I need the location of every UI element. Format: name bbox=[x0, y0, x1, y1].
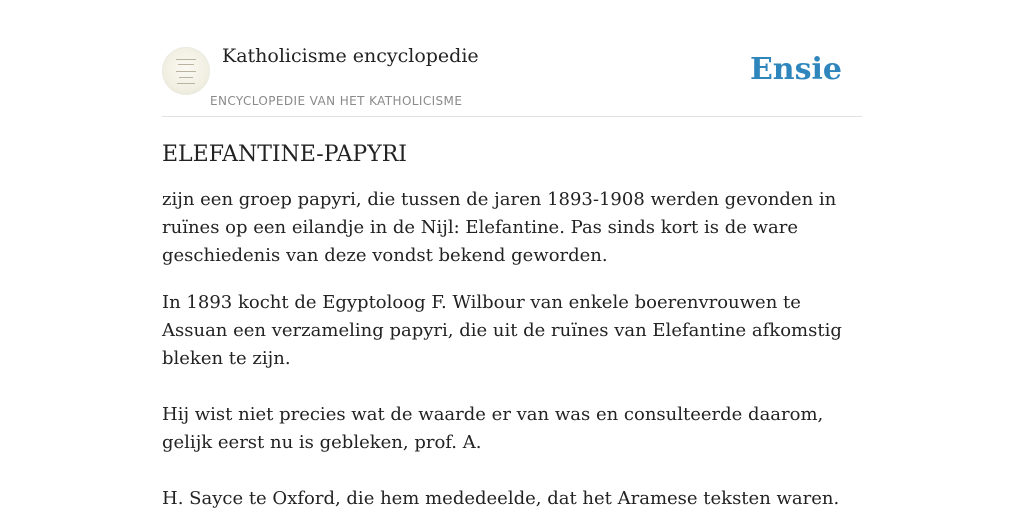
ensie-logo-link[interactable]: Ensie bbox=[749, 52, 842, 87]
article-title: ELEFANTINE-PAPYRI bbox=[162, 142, 407, 167]
article-paragraph: In 1893 kocht de Egyptoloog F. Wilbour van enkele boerenvrouwen te Assuan een verzameling papyri, die uit de ruïnes van Elefantine afkomstig bleken te zijn. bbox=[162, 292, 842, 369]
book-cover-icon[interactable] bbox=[162, 47, 210, 95]
article-paragraph: H. Sayce te Oxford, die hem mededeelde, dat het Aramese teksten waren. bbox=[162, 488, 840, 509]
site-header bbox=[162, 40, 862, 117]
article-paragraph: zijn een groep papyri, die tussen de jaren 1893-1908 werden gevonden in ruïnes op een eilandje in de Nijl: Elefantine. Pas sinds kort is de ware geschiedenis van deze vondst bekend geworden. bbox=[162, 189, 837, 266]
site-subtitle: ENCYCLOPEDIE VAN HET KATHOLICISME bbox=[210, 94, 463, 108]
article-paragraph: Hij wist niet precies wat de waarde er van was en consulteerde daarom, gelijk eerst nu is gebleken, prof. A. bbox=[162, 404, 824, 453]
site-title[interactable]: Katholicisme encyclopedie bbox=[222, 45, 479, 67]
article bbox=[162, 140, 862, 512]
